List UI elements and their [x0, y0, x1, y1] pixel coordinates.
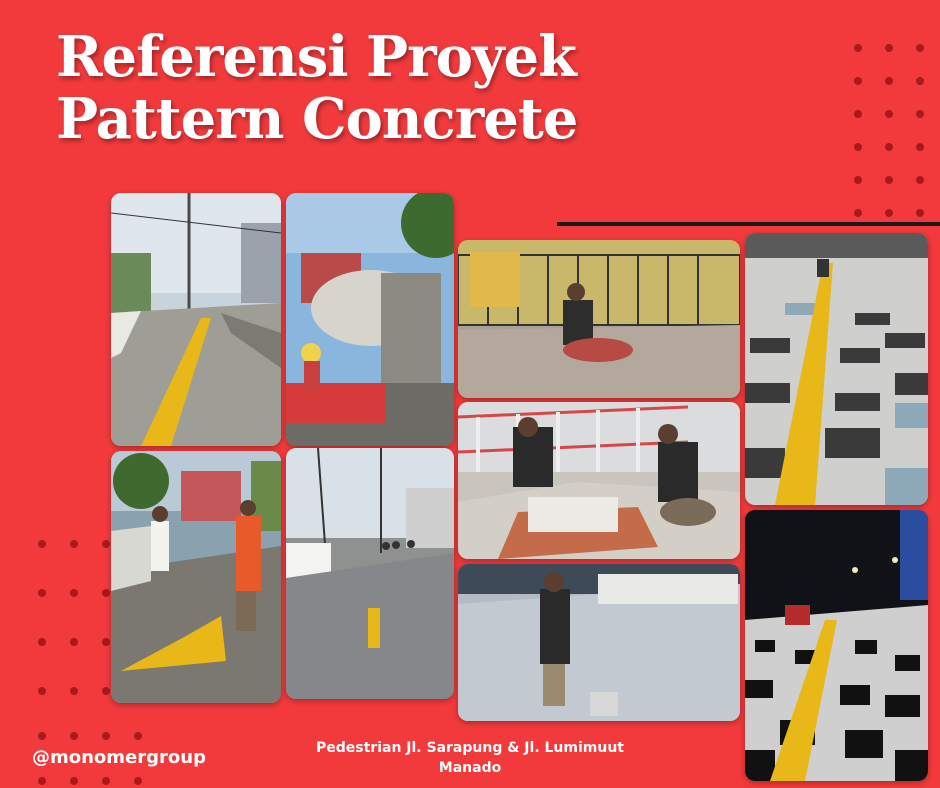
project-photo-worker-gate — [458, 240, 740, 398]
project-photo-fresh-concrete — [286, 448, 454, 699]
project-photo-pattern-walkway — [745, 233, 928, 505]
accent-divider-line — [557, 222, 940, 226]
dot-pattern-bottom-left — [38, 540, 110, 695]
dot-pattern-top-right — [854, 44, 924, 217]
social-handle: @monomergroup — [32, 747, 206, 768]
caption-line-1: Pedestrian Jl. Sarapung & Jl. Lumimuut — [316, 740, 624, 756]
project-photo-night-walkway — [745, 510, 928, 781]
project-photo-workers-stencil — [458, 402, 740, 559]
project-photo-concrete-mixer — [286, 193, 454, 446]
project-photo-workers-spreading — [111, 451, 281, 703]
title-line-2: Pattern Concrete — [56, 86, 578, 152]
page-title — [56, 26, 577, 150]
caption-line-2: Manado — [438, 760, 502, 776]
project-photo-white-coating — [458, 564, 740, 721]
project-caption — [290, 738, 650, 778]
title-line-1: Referensi Proyek — [56, 24, 576, 90]
project-photo-sidewalk-tactile — [111, 193, 281, 446]
